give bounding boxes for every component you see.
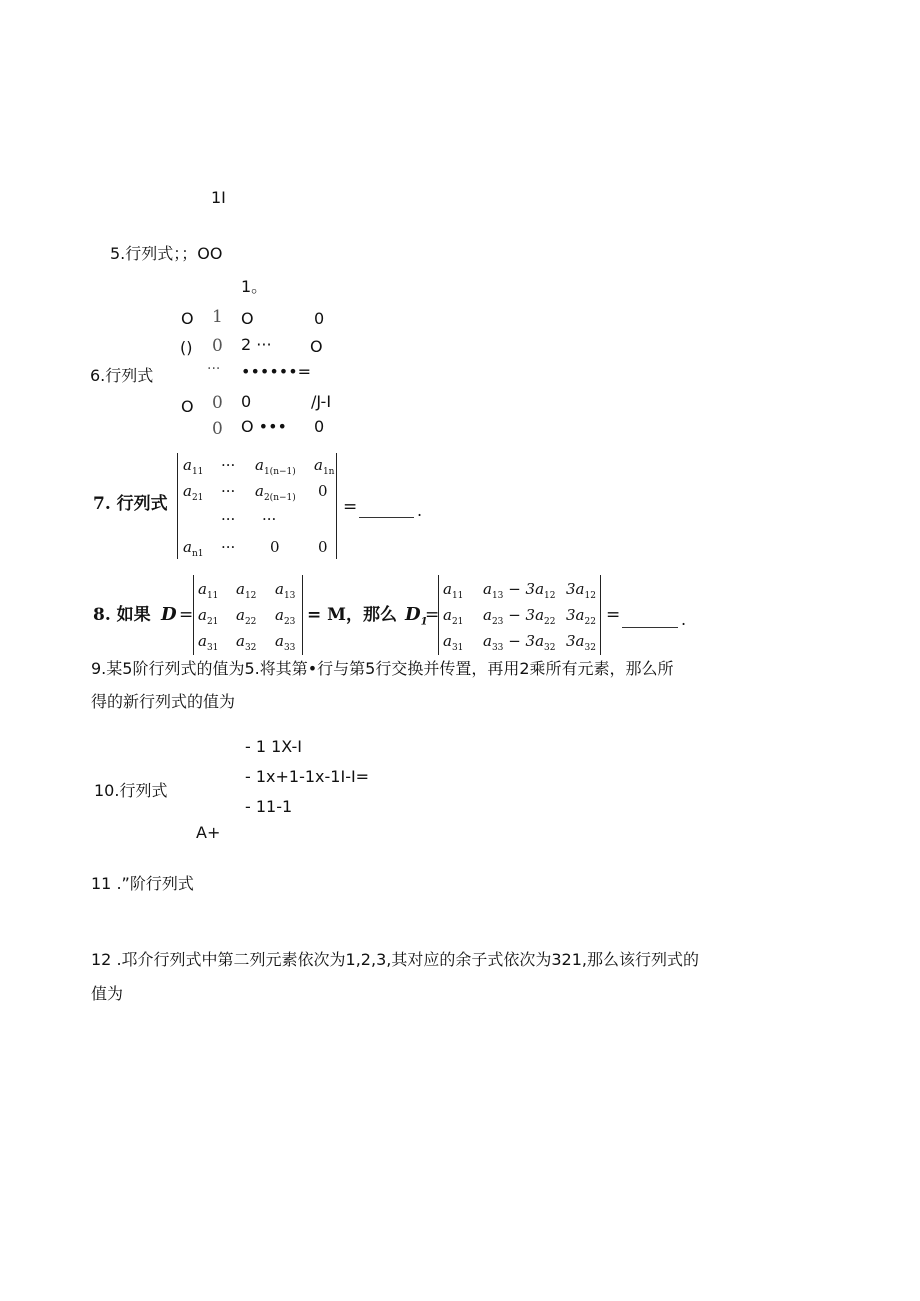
q6-r2-c4: O	[310, 337, 323, 356]
q8-d-cell: $a_{13}$	[275, 580, 296, 601]
q6-label: 6.行列式	[90, 366, 154, 385]
q8-d-cell: $a_{22}$	[236, 606, 257, 627]
q10-tail: A+	[196, 823, 221, 842]
q6-top: 1。	[241, 277, 268, 296]
q7-cell: $a_{1n}$	[314, 456, 335, 477]
q6-r3-c1: ···	[207, 361, 221, 377]
q6-r2-c3: 2 ···	[241, 335, 272, 354]
q7-cell: ···	[221, 538, 236, 556]
q10-row3: - 11-1	[245, 797, 293, 816]
q6-r1-c2: 1	[212, 307, 223, 327]
q8-d1-equals: =	[425, 605, 440, 625]
q7-cell: $a_{1(n-1)}$	[255, 456, 296, 477]
q7-cell: $a_{21}$	[183, 482, 204, 503]
q8-d1-cell: $a_{23} - 3a_{22}$	[483, 606, 556, 627]
q7-cell: $a_{2(n-1)}$	[255, 482, 296, 503]
q10-label: 10.行列式	[94, 781, 168, 800]
q7-period: .	[417, 501, 423, 520]
q8-d-cell: $a_{32}$	[236, 632, 257, 653]
q8-answer-blank	[622, 627, 678, 628]
q8-d1-cell: $a_{33} - 3a_{32}$	[483, 632, 556, 653]
q6-r5-c1: 0	[212, 419, 223, 439]
q6-r1-c1: O	[181, 309, 194, 328]
q7-cell: $a_{11}$	[183, 456, 204, 477]
q8-m-part: = M，那么	[307, 605, 397, 625]
q6-r1-c4: 0	[314, 309, 325, 328]
q7-cell: ···	[221, 482, 236, 500]
q8-d-cell: $a_{23}$	[275, 606, 296, 627]
q8-d1-left-bar	[438, 575, 439, 655]
q11-label: 11 .”阶行列式	[91, 874, 194, 893]
q8-d1-cell: $a_{13} - 3a_{12}$	[483, 580, 556, 601]
q7-cell: 0	[318, 482, 328, 500]
q8-d1-cell: $a_{11}$	[443, 580, 464, 601]
q10-row2: - 1x+1-1x-1I-I=	[245, 767, 370, 786]
q5-label: 5.行列式；；OO	[110, 244, 223, 263]
q4-tail: 1I	[211, 188, 226, 207]
q7-answer-blank	[359, 517, 414, 518]
q8-d-left-bar	[193, 575, 194, 655]
q6-r4-c2: 0	[212, 393, 223, 413]
q8-d-equals: =	[179, 605, 194, 625]
q6-r4-c1: O	[181, 397, 194, 416]
q7-cell: 0	[318, 538, 328, 556]
q8-d-cell: $a_{31}$	[198, 632, 219, 653]
q7-cell: $a_{n1}$	[183, 538, 204, 559]
q8-d1-cell: $a_{21}$	[443, 606, 464, 627]
q7-left-bar	[177, 453, 178, 559]
q8-d1-cell: $a_{31}$	[443, 632, 464, 653]
q7-cell: ···	[221, 510, 236, 528]
q8-d-cell: $a_{12}$	[236, 580, 257, 601]
q8-d1-cell: $3a_{32}$	[566, 632, 596, 653]
q7-label: 7. 行列式	[93, 494, 168, 514]
q6-r5-c2: O •••	[241, 417, 287, 436]
q8-d-cell: $a_{33}$	[275, 632, 296, 653]
q7-cell: 0	[270, 538, 280, 556]
q9-line1: 9.某5阶行列式的值为5.将其第•行与第5行交换并传置，再用2乘所有元素，那么所	[91, 659, 674, 678]
q7-cell: ···	[221, 456, 236, 474]
q8-label: 8. 如果	[93, 605, 151, 625]
q6-r2-c1: ()	[180, 338, 193, 357]
q8-d-right-bar	[302, 575, 303, 655]
q8-d1-cell: $3a_{12}$	[566, 580, 596, 601]
q8-tail-equals: =	[606, 605, 621, 625]
q7-equals: =	[343, 497, 358, 517]
q6-r1-c3: O	[241, 309, 254, 328]
q8-d1-right-bar	[600, 575, 601, 655]
q8-d1-cell: $3a_{22}$	[566, 606, 596, 627]
q6-r5-c3: 0	[314, 417, 325, 436]
q6-r4-c4: /J-I	[311, 392, 332, 411]
q8-d-symbol: D	[161, 604, 177, 625]
q8-period: .	[681, 610, 687, 629]
q8-d1-symbol: $D_1$	[405, 604, 428, 628]
q7-cell: ···	[262, 510, 277, 528]
q9-line2: 得的新行列式的值为	[91, 692, 236, 711]
q6-r4-c3: 0	[241, 392, 252, 411]
q12-line1: 12 .邛介行列式中第二列元素依次为1,2,3,其对应的余子式依次为321,那么该行列式的	[91, 950, 699, 969]
q8-d-cell: $a_{11}$	[198, 580, 219, 601]
q8-d-cell: $a_{21}$	[198, 606, 219, 627]
q6-r3-c2: ••••••=	[241, 362, 312, 381]
q10-row1: - 1 1X-I	[245, 737, 302, 756]
q7-right-bar	[336, 453, 337, 559]
q6-r2-c2: 0	[212, 336, 223, 356]
q12-line2: 值为	[91, 984, 124, 1003]
